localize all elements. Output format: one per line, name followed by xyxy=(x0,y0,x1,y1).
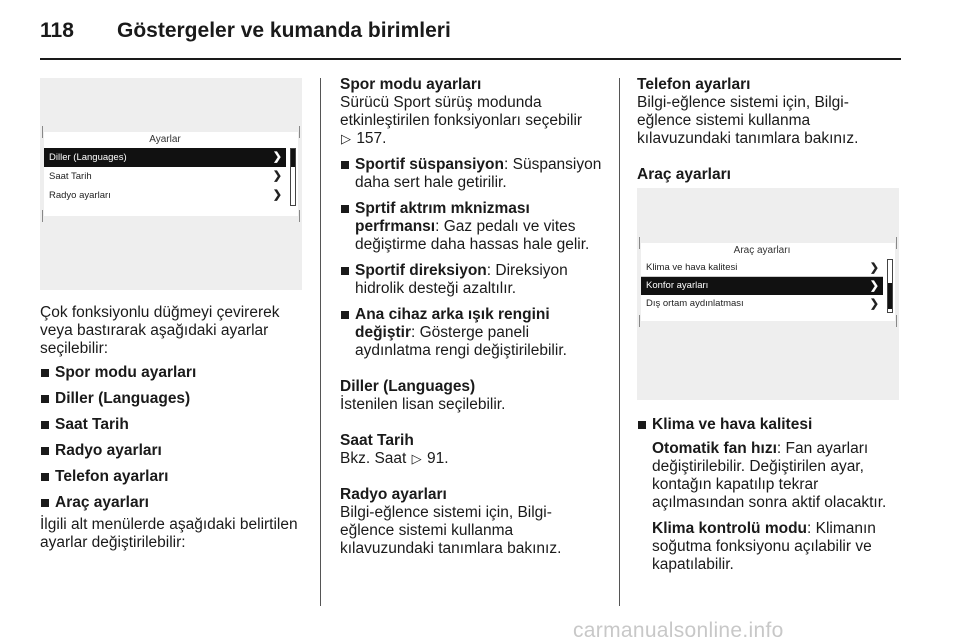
square-bullet-icon xyxy=(41,499,49,507)
screen-scrollbar xyxy=(290,148,296,206)
triangle-right-icon: ▷ xyxy=(341,131,351,146)
square-bullet-icon xyxy=(41,369,49,377)
outro-paragraph: İlgili alt menülerde aşağıdaki belirtilen ayarlar değiştirilebilir: xyxy=(40,516,298,551)
section-heading: Araç ayarları xyxy=(637,166,731,183)
section-text: Bilgi-eğlence sistemi için, Bilgi-eğlence sistemi kullanma kılavuzundaki tanımlara bakınız. xyxy=(340,504,562,557)
square-bullet-icon xyxy=(341,161,349,169)
screen-menu-item: Radyo ayarları ❯ xyxy=(44,186,286,205)
triangle-right-icon: ▷ xyxy=(411,451,422,466)
list-item: Telefon ayarları xyxy=(40,468,302,486)
screen-menu-item: Diller (Languages) ❯ xyxy=(44,148,286,167)
page-header xyxy=(40,14,451,48)
chevron-right-icon: ❯ xyxy=(272,170,282,182)
square-bullet-icon xyxy=(341,311,349,319)
list-item: Saat Tarih xyxy=(40,416,302,434)
list-item: Spor modu ayarları xyxy=(40,364,302,382)
section-heading: Radyo ayarları xyxy=(340,486,447,503)
screen-title: Ayarlar xyxy=(149,134,181,145)
settings-menu-figure xyxy=(40,78,302,290)
screen-menu-item: Klima ve hava kalitesi ❯ xyxy=(641,259,883,277)
screen-menu-item: Konfor ayarları ❯ xyxy=(641,277,883,295)
list-item: Sportif direksiyon: Direksiyon hidrolik desteği azaltılır. xyxy=(340,262,604,298)
scrollbar-thumb xyxy=(291,149,295,167)
watermark: carmanualsonline.info xyxy=(573,619,784,642)
square-bullet-icon xyxy=(638,421,646,429)
page-title: Göstergeler ve kumanda birimleri xyxy=(117,19,451,42)
square-bullet-icon xyxy=(41,447,49,455)
intro-paragraph: Çok fonksiyonlu düğmeyi çevirerek veya bastırarak aşağıdaki ayarlar seçilebilir: xyxy=(40,304,280,357)
square-bullet-icon xyxy=(341,267,349,275)
list-item: Ana cihaz arka ışık rengini değiştir: Gösterge paneli aydınlatma rengi değiştirilebilir. xyxy=(340,306,604,360)
list-item: Araç ayarları xyxy=(40,494,302,512)
sub-item: Klima kontrolü modu: Klimanın soğutma fonksiyonu açılabilir ve kapatılabilir. xyxy=(652,520,876,573)
list-item: Radyo ayarları xyxy=(40,442,302,460)
screen-scrollbar xyxy=(887,259,893,313)
section-text: İstenilen lisan seçilebilir. xyxy=(340,396,506,413)
screen-menu-item: Saat Tarih ❯ xyxy=(44,167,286,186)
section-heading: Spor modu ayarları xyxy=(340,76,482,93)
page-number: 118 xyxy=(40,19,74,42)
list-item: Sportif süspansiyon: Süspansiyon daha sert hale getirilir. xyxy=(340,156,604,192)
display-screen xyxy=(641,243,895,321)
chevron-right-icon: ❯ xyxy=(272,151,282,163)
section-heading: Diller (Languages) xyxy=(340,378,476,395)
chevron-right-icon: ❯ xyxy=(869,262,879,274)
screen-title: Araç ayarları xyxy=(733,245,791,256)
square-bullet-icon xyxy=(341,205,349,213)
chevron-right-icon: ❯ xyxy=(869,280,879,292)
square-bullet-icon xyxy=(41,421,49,429)
square-bullet-icon xyxy=(41,395,49,403)
section-text: Bilgi-eğlence sistemi için, Bilgi-eğlence sistemi kullanma kılavuzundaki tanımlara bakınız. xyxy=(637,94,859,147)
list-item: Klima ve hava kalitesi xyxy=(637,416,901,434)
sub-item: Otomatik fan hızı: Fan ayarları değiştirilebilir. Değiştirilen ayar, kontağın kapatılıp tekrar açılmasından sonra aktif olacaktır. xyxy=(652,440,887,511)
chevron-right-icon: ❯ xyxy=(869,298,879,310)
column-2 xyxy=(340,76,604,576)
list-item: Diller (Languages) xyxy=(40,390,302,408)
list-item: Sprtif aktrım mknizması perfrmansı: Gaz pedalı ve vites değiştirme daha hassas hale gelir. xyxy=(340,200,604,254)
screen-menu-list xyxy=(641,259,883,313)
section-text: Sürücü Sport sürüş modunda etkinleştirilen fonksiyonları seçebilir ▷ 157. xyxy=(340,94,583,147)
page-reference: 91. xyxy=(426,450,449,467)
section-heading: Saat Tarih xyxy=(340,432,414,449)
chevron-right-icon: ❯ xyxy=(272,189,282,201)
section-text: Bkz. Saat ▷ 91. xyxy=(340,450,449,467)
column-1 xyxy=(40,76,302,552)
scrollbar-thumb xyxy=(888,283,892,309)
column-divider xyxy=(619,78,620,606)
vehicle-settings-figure xyxy=(637,188,899,400)
square-bullet-icon xyxy=(41,473,49,481)
display-screen xyxy=(44,132,298,216)
header-rule xyxy=(40,58,901,60)
screen-menu-list xyxy=(44,148,286,205)
page-reference: 157. xyxy=(356,130,387,147)
column-3 xyxy=(637,76,901,582)
screen-menu-item: Dış ortam aydınlatması ❯ xyxy=(641,295,883,313)
column-divider xyxy=(320,78,321,606)
section-heading: Telefon ayarları xyxy=(637,76,751,93)
